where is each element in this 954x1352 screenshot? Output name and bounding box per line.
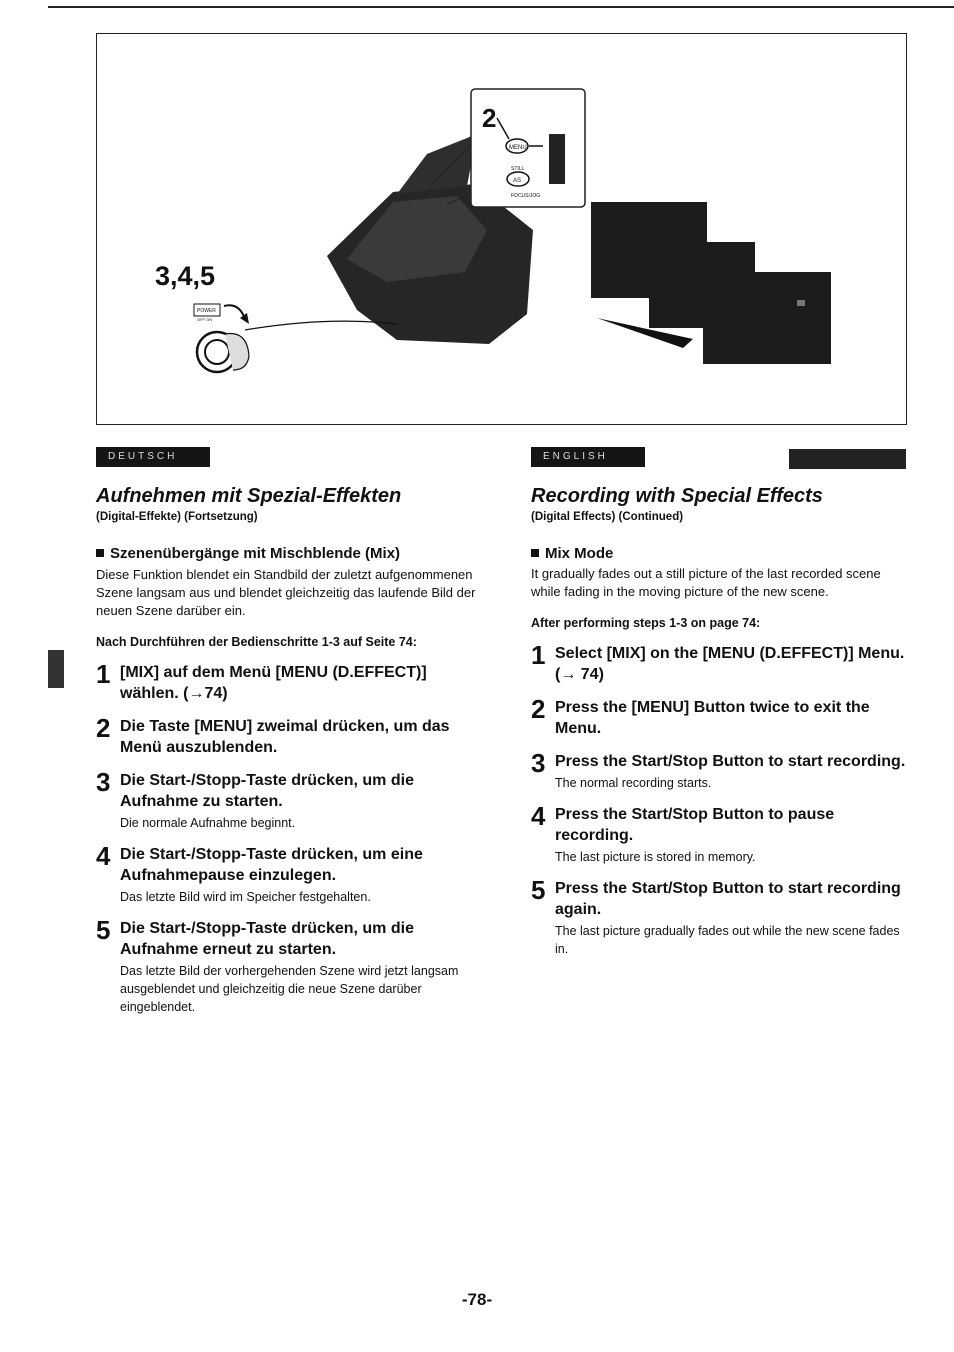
focus-jog-label: FOCUS/JOG (511, 193, 541, 199)
step-label: Press the [MENU] Button twice to exit the Menu. (555, 699, 870, 737)
step-note: The last picture gradually fades out while the new scene fades in. (555, 924, 900, 956)
step-number: 3 (531, 748, 546, 778)
german-title: Aufnehmen mit Spezial-Effekten (96, 485, 402, 507)
top-rule (48, 6, 954, 8)
still-button-label: AS (513, 178, 522, 184)
step-number: 1 (96, 659, 111, 689)
step-note: The normal recording starts. (555, 776, 712, 790)
step-number: 4 (96, 841, 111, 871)
menu-button-label: MENU (509, 145, 527, 151)
german-steps (96, 659, 476, 1016)
step-label: Select [MIX] on the [MENU (D.EFFECT)] Menu. (→ 74) (555, 645, 905, 683)
step-label: Die Start-/Stopp-Taste drücken, um eine Aufnahmepause einzulegen. (120, 846, 423, 884)
step-label: Press the Start/Stop Button to start recording. (555, 753, 906, 770)
step-number: 4 (531, 801, 546, 831)
german-step-1 (96, 659, 476, 704)
step-note: The last picture is stored in memory. (555, 850, 756, 864)
english-section-text: It gradually fades out a still picture of the last recorded scene while fading in the moving picture of the new scene. (531, 566, 881, 599)
still-label: STILL (511, 166, 525, 172)
english-language-bar: ENGLISH (531, 447, 645, 467)
english-section-heading-text: Mix Mode (545, 545, 614, 562)
side-tab-marker (48, 650, 64, 688)
step-number: 5 (531, 875, 546, 905)
german-subtitle: (Digital-Effekte) (Fortsetzung) (96, 511, 258, 523)
german-section-text: Diese Funktion blendet ein Standbild der zuletzt aufgenommenen Szene langsam aus und blendet gleichzeitig das laufende Bild der neuen Szene darüber ein. (96, 567, 476, 618)
step-note: Das letzte Bild der vorhergehenden Szene wird jetzt langsam ausgeblendet und gleichzeitig die neue Szene darüber eingeblendet. (120, 964, 459, 1014)
scene-frame-3 (703, 272, 831, 364)
german-after-steps: Nach Durchführen der Bedienschritte 1-3 auf Seite 74: (96, 635, 417, 649)
german-column (96, 484, 476, 1016)
english-subtitle: (Digital Effects) (Continued) (531, 511, 684, 523)
english-section-heading (531, 545, 906, 563)
english-after-steps: After performing steps 1-3 on page 74: (531, 616, 761, 630)
german-step-4 (96, 841, 476, 906)
german-section-heading-text: Szenenübergänge mit Mischblende (Mix) (110, 545, 401, 562)
english-step-2 (531, 694, 906, 739)
step-label: Die Start-/Stopp-Taste drücken, um die Aufnahme erneut zu starten. (120, 920, 414, 958)
english-step-3 (531, 748, 906, 792)
step-number: 5 (96, 915, 111, 945)
step-number: 3 (96, 767, 111, 797)
step-label: Die Taste [MENU] zweimal drücken, um das Menü auszublenden. (120, 718, 450, 756)
step-note: Das letzte Bild wird im Speicher festgehalten. (120, 890, 371, 904)
page-number: -78- (461, 1290, 493, 1309)
english-step-4 (531, 801, 906, 866)
step-label-top: 2 (482, 103, 497, 133)
english-column (531, 484, 906, 958)
english-step-1 (531, 640, 906, 685)
step-number: 2 (531, 694, 546, 724)
power-label: POWER (197, 308, 216, 314)
german-step-3 (96, 767, 476, 832)
german-section-heading (96, 545, 476, 563)
step-note: Die normale Aufnahme beginnt. (120, 816, 296, 830)
step-label: Press the Start/Stop Button to start recording again. (555, 880, 901, 918)
step-label: [MIX] auf dem Menü [MENU (D.EFFECT)] wählen. (→74) (120, 664, 427, 702)
bleed-through-block (789, 449, 906, 469)
step-label: Press the Start/Stop Button to pause recording. (555, 806, 835, 844)
german-step-5 (96, 915, 476, 1016)
english-title: Recording with Special Effects (531, 485, 823, 507)
focus-jog-dial (549, 134, 565, 184)
step-label-left: 3,4,5 (155, 261, 216, 291)
english-steps (531, 640, 906, 958)
bullet-square-icon (96, 549, 104, 557)
german-step-2 (96, 713, 476, 758)
step-label: Die Start-/Stopp-Taste drücken, um die Aufnahme zu starten. (120, 772, 414, 810)
english-step-5 (531, 875, 906, 958)
bullet-square-icon (531, 549, 539, 557)
step-number: 1 (531, 640, 546, 670)
camcorder-illustration (96, 33, 907, 425)
german-language-bar: DEUTSCH (96, 447, 210, 467)
step-number: 2 (96, 713, 111, 743)
off-on-label: OFF ON (197, 317, 213, 322)
